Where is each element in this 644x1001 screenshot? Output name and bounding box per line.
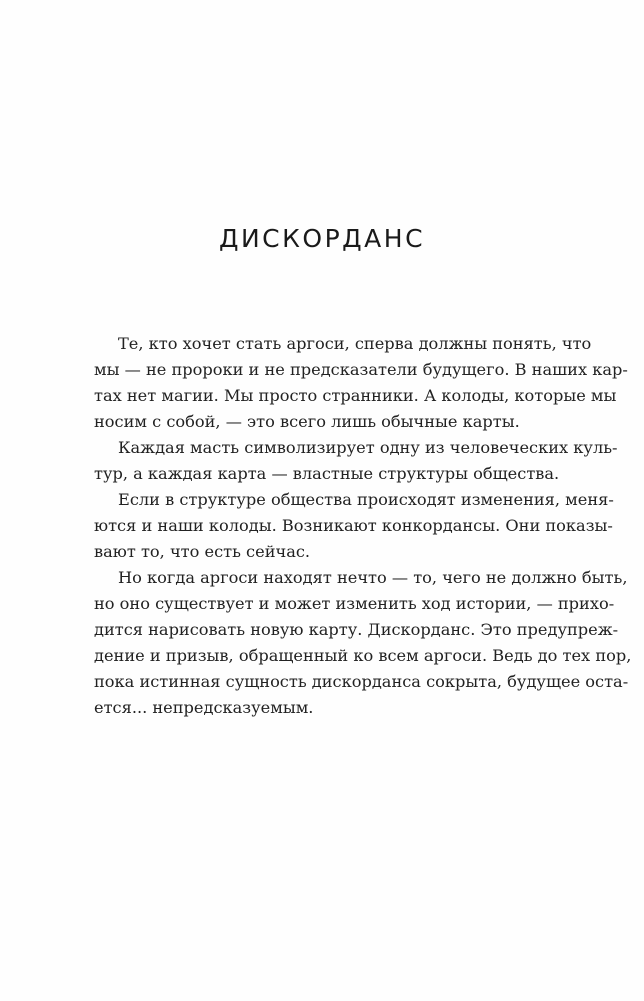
text-line: носим с собой, — это всего лишь обычные карты. [94, 412, 520, 431]
text-line: ются и наши колоды. Возникают конкордансы. Они показы- [94, 516, 613, 535]
paragraph-1 [94, 331, 628, 435]
text-line: Но когда аргоси находят нечто — то, чего не должно быть, [118, 568, 628, 587]
text-line: тур, а каждая карта — властные структуры общества. [94, 464, 560, 483]
text-line: мы — не пророки и не предсказатели будущего. В наших кар- [94, 360, 628, 379]
text-line: Каждая масть символизирует одну из человеческих куль- [118, 438, 618, 457]
text-line: вают то, что есть сейчас. [94, 542, 311, 561]
text-line: Те, кто хочет стать аргоси, сперва должны понять, что [118, 334, 592, 353]
paragraph-4 [94, 565, 632, 721]
paragraph-2 [94, 435, 618, 487]
text-line: Если в структуре общества происходят изменения, меня- [118, 490, 614, 509]
paragraph-3 [94, 487, 614, 565]
text-line: тах нет магии. Мы просто странники. А колоды, которые мы [94, 386, 617, 405]
chapter-body [94, 331, 632, 721]
text-line: ется... непредсказуемым. [94, 698, 314, 717]
text-line: пока истинная сущность дискорданса сокрыта, будущее оста- [94, 672, 629, 691]
chapter-title: ДИСКОРДАНС [218, 224, 426, 253]
text-line: дение и призыв, обращенный ко всем аргоси. Ведь до тех пор, [94, 646, 632, 665]
text-line: но оно существует и может изменить ход истории, — прихо- [94, 594, 615, 613]
text-line: дится нарисовать новую карту. Дискорданс. Это предупреж- [94, 620, 619, 639]
